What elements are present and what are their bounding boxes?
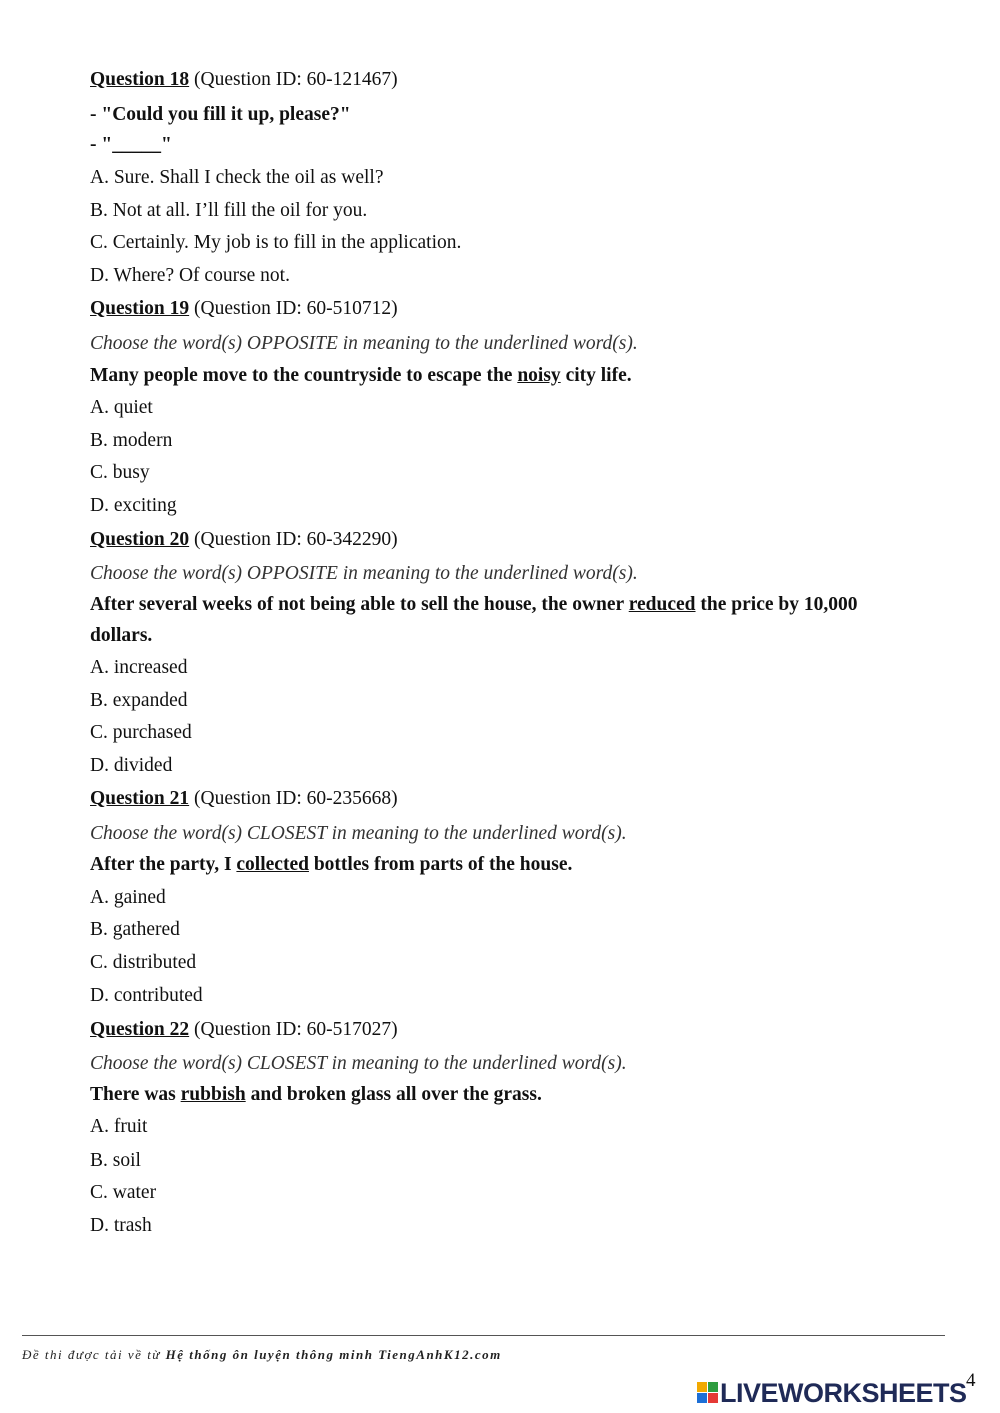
- sentence-text: After the party, I: [90, 854, 237, 875]
- question-21-option-c[interactable]: C. distributed: [90, 952, 197, 973]
- question-title: Question 20: [90, 529, 190, 550]
- page-number: 4: [966, 1370, 976, 1391]
- question-22-option-b[interactable]: B. soil: [90, 1150, 141, 1171]
- question-21-sentence: [90, 853, 572, 877]
- question-18-header: [90, 68, 398, 92]
- liveworksheets-logo-icon: [697, 1382, 719, 1404]
- sentence-text: After several weeks of not being able to sell the house, the owner: [90, 594, 629, 615]
- footer-divider: [22, 1335, 945, 1336]
- question-21-header: [90, 787, 398, 811]
- question-id: (Question ID: 60-517027): [189, 1019, 398, 1040]
- question-20-option-a[interactable]: A. increased: [90, 657, 188, 678]
- sentence-text: city life.: [560, 365, 632, 386]
- question-18-option-b[interactable]: B. Not at all. I’ll fill the oil for you.: [90, 200, 368, 221]
- question-19-option-a[interactable]: A. quiet: [90, 397, 153, 418]
- question-22-option-c[interactable]: C. water: [90, 1182, 157, 1203]
- brand-name: LIVEWORKSHEETS: [720, 1378, 967, 1408]
- question-title: Question 22: [90, 1019, 190, 1040]
- question-id: (Question ID: 60-121467): [189, 69, 398, 90]
- underlined-word: collected: [236, 854, 309, 875]
- question-title: Question 21: [90, 788, 190, 809]
- underlined-word: noisy: [517, 365, 561, 386]
- question-19-option-c[interactable]: C. busy: [90, 462, 150, 483]
- question-21-option-a[interactable]: A. gained: [90, 887, 166, 908]
- question-22-header: [90, 1018, 398, 1042]
- question-20-sentence: [90, 593, 857, 617]
- question-21-instruction: Choose the word(s) CLOSEST in meaning to the underlined word(s).: [90, 823, 627, 844]
- question-22-option-d[interactable]: D. trash: [90, 1215, 152, 1236]
- question-19-sentence: [90, 364, 632, 388]
- footer-prefix: Đề thi được tải về từ: [22, 1347, 166, 1362]
- question-18-option-d[interactable]: D. Where? Of course not.: [90, 265, 290, 286]
- question-id: (Question ID: 60-342290): [189, 529, 398, 550]
- question-21-option-b[interactable]: B. gathered: [90, 919, 180, 940]
- liveworksheets-brand[interactable]: [697, 1378, 967, 1408]
- footer-source: [22, 1346, 502, 1364]
- question-20-option-b[interactable]: B. expanded: [90, 690, 188, 711]
- underlined-word: reduced: [628, 594, 696, 615]
- question-20-instruction: Choose the word(s) OPPOSITE in meaning to the underlined word(s).: [90, 563, 638, 584]
- sentence-text: the price by 10,000: [695, 594, 858, 615]
- question-19-option-d[interactable]: D. exciting: [90, 495, 177, 516]
- sentence-text: There was: [90, 1084, 181, 1105]
- question-22-instruction: Choose the word(s) CLOSEST in meaning to the underlined word(s).: [90, 1053, 627, 1074]
- question-20-sentence-line-2: dollars.: [90, 625, 153, 646]
- footer-source-name: Hệ thống ôn luyện thông minh TiengAnhK12.com: [165, 1347, 502, 1362]
- question-title: Question 19: [90, 298, 190, 319]
- question-19-instruction: Choose the word(s) OPPOSITE in meaning to the underlined word(s).: [90, 333, 638, 354]
- question-20-option-d[interactable]: D. divided: [90, 755, 173, 776]
- sentence-text: bottles from parts of the house.: [308, 854, 573, 875]
- question-20-header: [90, 528, 398, 552]
- question-19-option-b[interactable]: B. modern: [90, 430, 173, 451]
- sentence-text: Many people move to the countryside to escape the: [90, 365, 518, 386]
- question-20-option-c[interactable]: C. purchased: [90, 722, 192, 743]
- question-19-header: [90, 297, 398, 321]
- question-18-option-c[interactable]: C. Certainly. My job is to fill in the application.: [90, 232, 462, 253]
- question-18-prompt-line-1: - "Could you fill it up, please?": [90, 104, 351, 125]
- question-22-option-a[interactable]: A. fruit: [90, 1116, 148, 1137]
- question-18-prompt-line-2: - "_____": [90, 134, 172, 155]
- question-id: (Question ID: 60-510712): [189, 298, 398, 319]
- question-id: (Question ID: 60-235668): [189, 788, 398, 809]
- question-title: Question 18: [90, 69, 190, 90]
- sentence-text: and broken glass all over the grass.: [245, 1084, 542, 1105]
- underlined-word: rubbish: [180, 1084, 246, 1105]
- question-18-option-a[interactable]: A. Sure. Shall I check the oil as well?: [90, 167, 384, 188]
- question-21-option-d[interactable]: D. contributed: [90, 985, 203, 1006]
- question-22-sentence: [90, 1083, 542, 1107]
